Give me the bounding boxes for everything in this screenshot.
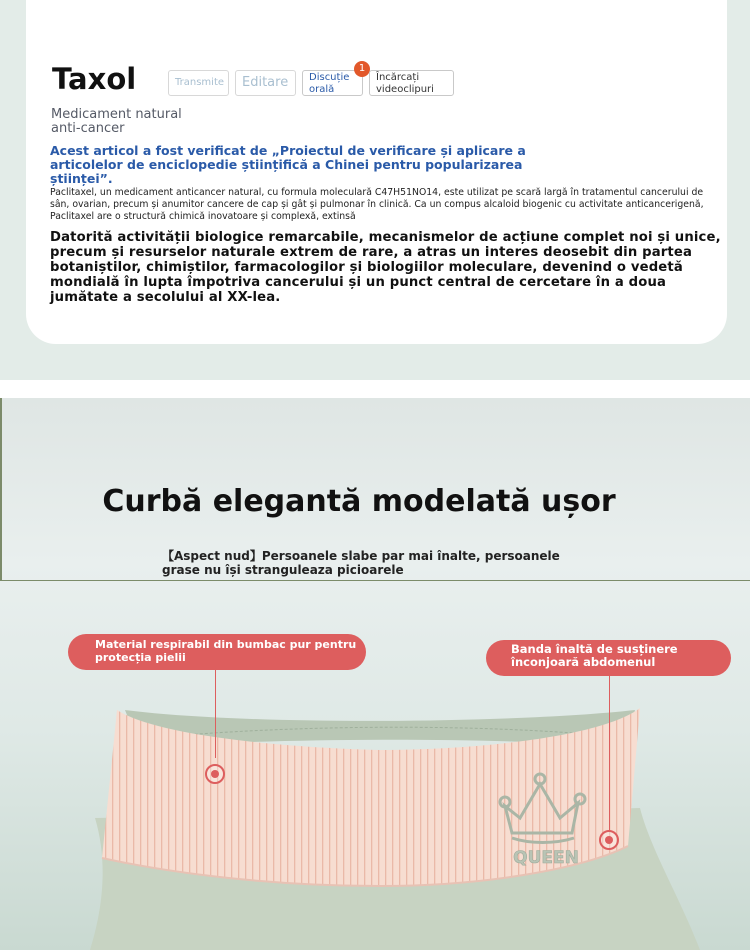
transmit-button[interactable]: Transmite <box>168 70 229 96</box>
article-summary: Paclitaxel, un medicament anticancer natural, cu formula moleculară C47H51NO14, este utilizat pe scară largă în tratamentul cancerului de sân, ovarian, precum și anumitor cancere de cap și gât și pulmonar în clinică. Ca un compus alcaloid biogenic cu activitate anticancerigenă, Paclitaxel are o structură chimică inovatoare și complexă, extinsă <box>50 187 704 222</box>
page-title: Taxol <box>52 62 137 96</box>
article-body: Datorită activității biologice remarcabile, mecanismelor de acțiune complet noi și unice, precum și resurselor naturale extrem de rare, a atras un interes deosebit din partea botaniștilor, chimiștilor, farmacologilor și biologiilor moleculare, devenind o vedetă mondială în lupta împotriva cancerului și un punct central de cercetare în a doua jumătate a secolului al XX-lea. <box>50 230 721 305</box>
product-aspect-text: 【Aspect nud】Persoanele slabe par mai înalte, persoanele grase nu își stranguleaza picioarele <box>162 549 560 577</box>
product-hero <box>0 398 750 950</box>
upload-video-button[interactable]: Încărcați videoclipuri <box>369 70 454 96</box>
edit-button[interactable]: Editare <box>235 70 296 96</box>
callout-left-line <box>215 670 216 758</box>
discussion-button[interactable]: Discuție orală <box>302 70 363 96</box>
product-headline: Curbă elegantă modelată ușor <box>102 484 616 519</box>
notification-badge: 1 <box>354 61 370 77</box>
callout-right-marker <box>599 830 619 850</box>
callout-high-waistband: Banda înaltă de susținere înconjoară abdomenul <box>486 640 731 676</box>
verification-note[interactable]: Acest articol a fost verificat de „Proiectul de verificare și aplicare a articolelor de enciclopedie științifică a Chinei pentru popularizarea științei”. <box>50 143 526 186</box>
section-divider <box>0 380 750 398</box>
logo-text: QUEEN <box>513 848 579 868</box>
article-subtitle: Medicament natural anti-cancer <box>51 107 182 136</box>
callout-breathable-cotton: Material respirabil din bumbac pur pentru protecția pielii <box>68 634 366 670</box>
callout-right-line <box>609 676 610 830</box>
callout-left-marker <box>205 764 225 784</box>
